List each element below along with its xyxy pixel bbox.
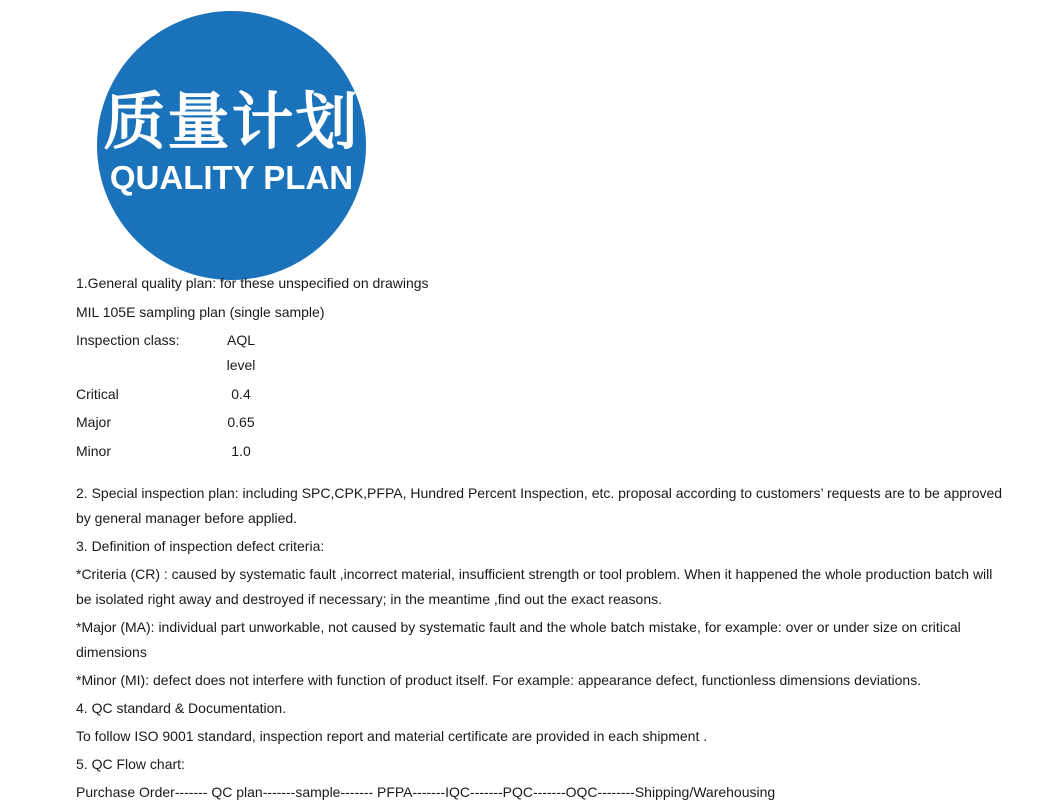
defect-major-text: *Major (MA): individual part unworkable, not caused by systematic fault and the whole batch mistake, for example: over or under size on critical dimensions [76,619,961,660]
quality-plan-document [76,271,1006,808]
section4-text: To follow ISO 9001 standard, inspection report and material certificate are provided in each shipment . [76,728,708,744]
section5-heading: 5. QC Flow chart: [76,756,185,772]
aql-value-cell: 0.65 [227,414,255,430]
aql-class-cell: Major [76,414,112,430]
aql-table-header [76,328,1006,378]
aql-header-level: AQL level [226,332,256,373]
sampling-plan-text: MIL 105E sampling plan (single sample) [76,303,325,320]
aql-header-class: Inspection class: [76,332,180,348]
quality-plan-badge [97,11,366,280]
section2-text: 2. Special inspection plan: including SPC,CPK,PFPA, Hundred Percent Inspection, etc. proposal according to customers’ requests are to be approved by general manager before applied. [76,485,1003,526]
defect-critical-text: *Criteria (CR) : caused by systematic fault ,incorrect material, insufficient strength or tool problem. When it happened the whole production batch will be isolated right away and destroyed if necessary; in the meantime ,find out the exact reasons. [76,566,993,607]
section1-heading: 1.General quality plan: for these unspecified on drawings [76,275,429,291]
badge-title-chinese: 质量计划 [103,85,360,158]
badge-title-english: QUALITY PLAN [109,159,354,196]
aql-value-cell: 0.4 [231,385,251,402]
aql-table-row [76,439,1006,464]
section4-heading: 4. QC standard & Documentation. [76,700,287,716]
defect-minor-text: *Minor (MI): defect does not interfere with function of product itself. For example: appearance defect, functionless dimensions deviations. [76,672,922,688]
aql-table-row [76,410,1006,435]
aql-class-cell: Critical [76,385,119,402]
qc-flow-chart-text: Purchase Order------- QC plan-------sample------- PFPA-------IQC-------PQC-------OQC--------Shipping/Warehousing [76,784,776,800]
aql-table-row [76,382,1006,407]
section3-heading: 3. Definition of inspection defect criteria: [76,538,325,554]
aql-value-cell: 1.0 [231,442,251,459]
aql-class-cell: Minor [76,442,112,459]
